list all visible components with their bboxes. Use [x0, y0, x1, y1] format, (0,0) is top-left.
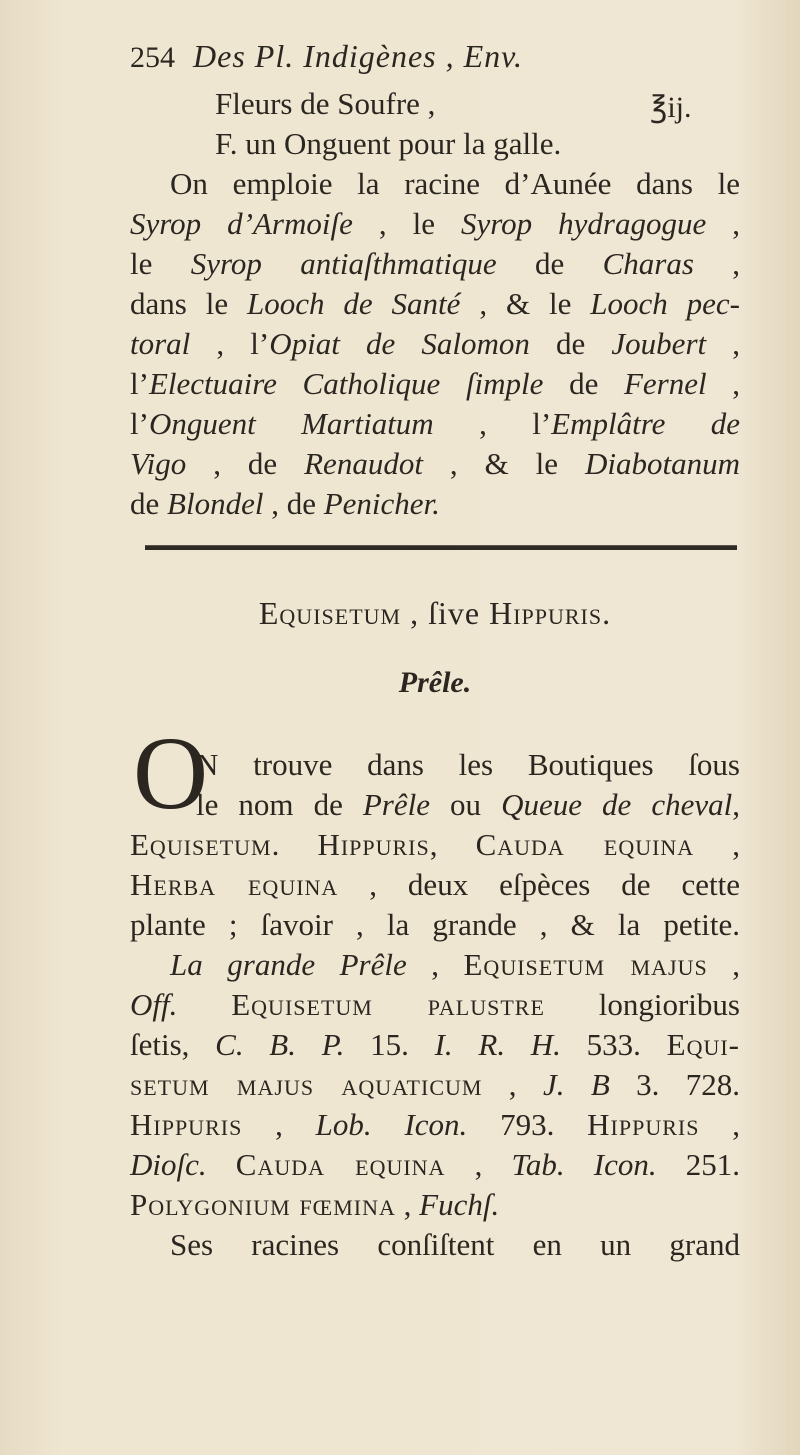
- section-heading: Equisetum , ſive Hippuris.: [258, 595, 612, 631]
- text-line: toral , l’Opiat de Salomon de Joubert ,: [130, 326, 741, 361]
- text-line: Equisetum. Hippuris, Cauda equina ,: [130, 827, 741, 862]
- page-number: 254: [130, 41, 175, 74]
- running-head: [130, 38, 710, 75]
- text-line: l’Onguent Martiatum , l’Emplâtre de: [130, 406, 741, 441]
- dosage-mark: ℥ij.: [650, 91, 692, 124]
- text-line: On emploie la racine d’Aunée dans le: [170, 166, 740, 201]
- text-line: de Blondel , de Penicher.: [130, 486, 440, 521]
- text-line: F. un Onguent pour la galle.: [215, 126, 562, 161]
- text-line: N trouve dans les Boutiques ſous: [196, 747, 740, 782]
- text-line: Ses racines conſiſtent en un grand: [170, 1227, 740, 1262]
- section-subheading: Prêle.: [398, 666, 472, 699]
- section-rule: [145, 545, 737, 550]
- text-line: le nom de Prêle ou Queue de cheval,: [196, 787, 740, 822]
- text-line: l’Electuaire Catholique ſimple de Fernel ,: [130, 366, 740, 401]
- text-line: La grande Prêle , Equisetum majus ,: [170, 947, 741, 982]
- text-line: Dioſc. Cauda equina , Tab. Icon. 251.: [130, 1147, 740, 1182]
- text-line: ſetis, C. B. P. 15. I. R. H. 533. Equi-: [130, 1027, 741, 1062]
- text-line: dans le Looch de Santé , & le Looch pec-: [130, 286, 741, 321]
- text-line: Off. Equisetum palustre longioribus: [130, 987, 740, 1022]
- drop-cap: O: [133, 716, 209, 831]
- text-line: setum majus aquaticum , J. B 3. 728.: [130, 1067, 741, 1102]
- text-line: Fleurs de Soufre ,: [215, 86, 436, 121]
- text-line: Syrop d’Armoiſe , le Syrop hydragogue ,: [130, 206, 741, 241]
- text-line: plante ; ſavoir , la grande , & la petite.: [130, 907, 740, 942]
- text-line: le Syrop antiaſthmatique de Charas ,: [130, 246, 740, 281]
- running-title: Des Pl. Indigènes , Env.: [193, 38, 523, 74]
- text-line: Polygonium fœmina , Fuchſ.: [130, 1187, 500, 1222]
- text-line: Vigo , de Renaudot , & le Diabotanum: [130, 446, 740, 481]
- text-line: Hippuris , Lob. Icon. 793. Hippuris ,: [130, 1107, 741, 1142]
- text-line: Herba equina , deux eſpèces de cette: [130, 867, 740, 902]
